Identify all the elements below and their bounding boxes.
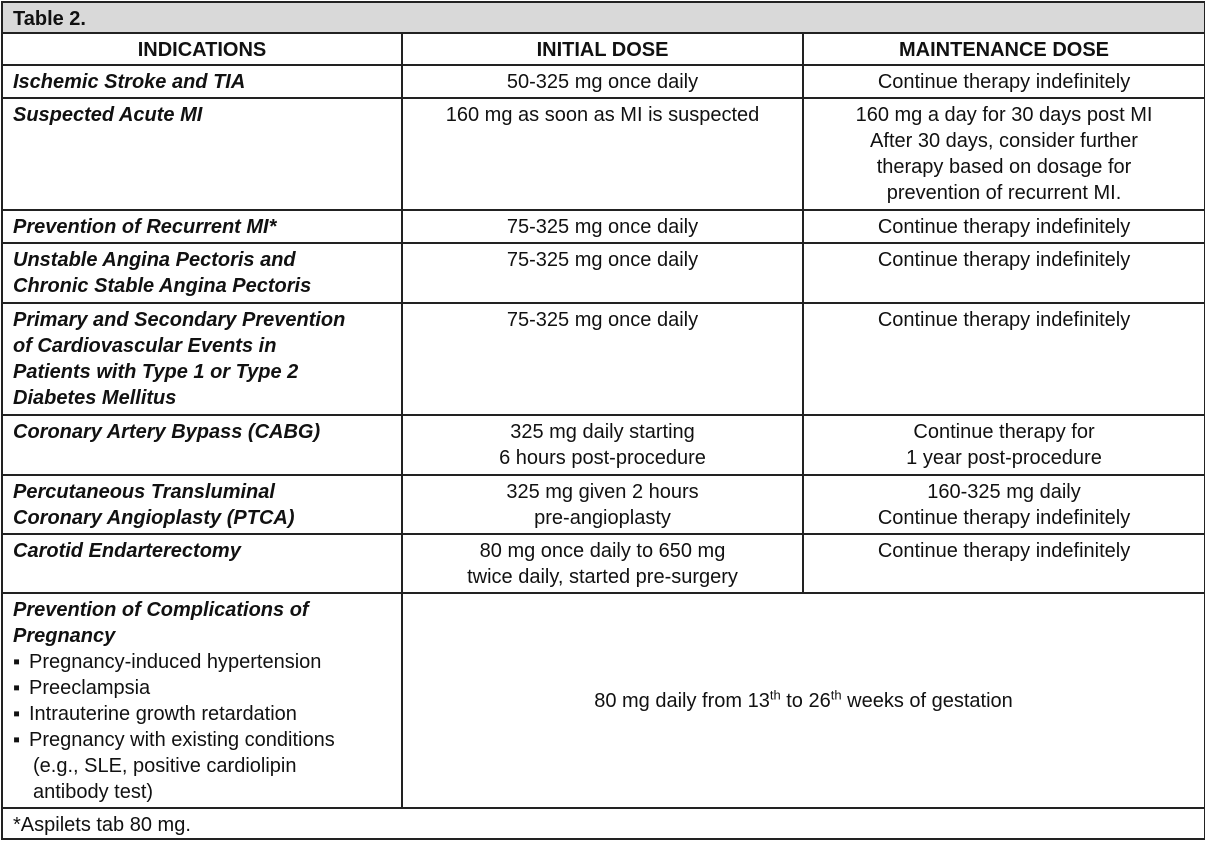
initial-dose-line: twice daily, started pre-surgery — [467, 566, 738, 588]
maintenance-dose-line: 160 mg a day for 30 days post MI — [855, 104, 1153, 126]
list-item — [13, 675, 401, 701]
indication-cell — [2, 98, 402, 210]
indication-line: Coronary Artery Bypass (CABG) — [13, 421, 321, 443]
maintenance-dose-cell — [803, 534, 1205, 593]
indication-line: Ischemic Stroke and TIA — [13, 71, 246, 93]
header-maintenance-dose: MAINTENANCE DOSE — [803, 33, 1205, 65]
bullet-text: Pregnancy-induced hypertension — [29, 651, 322, 673]
maintenance-dose-line: Continue therapy indefinitely — [877, 507, 1131, 529]
maintenance-dose-line: Continue therapy indefinitely — [877, 309, 1131, 331]
indication-line: Coronary Angioplasty (PTCA) — [13, 507, 295, 529]
maintenance-dose-cell — [803, 415, 1205, 475]
initial-dose-line: pre-angioplasty — [534, 507, 671, 529]
footnote-row — [2, 808, 1205, 839]
pregnancy-heading — [13, 597, 401, 649]
indication-cell — [2, 534, 402, 593]
indication-line: Chronic Stable Angina Pectoris — [13, 275, 312, 297]
indication-line: Prevention of Recurrent MI* — [13, 216, 277, 238]
initial-dose-line: 50-325 mg once daily — [506, 71, 699, 93]
indication-cell — [2, 475, 402, 534]
square-bullet-icon: ▪ — [13, 729, 21, 751]
maintenance-dose-line: Continue therapy indefinitely — [877, 249, 1131, 271]
bullet-continuation: antibody test) — [33, 781, 154, 803]
indication-line: Primary and Secondary Prevention — [13, 309, 346, 331]
pregnancy-heading-line: Pregnancy — [13, 625, 116, 647]
maintenance-dose-line: prevention of recurrent MI. — [886, 182, 1122, 204]
indication-line: Percutaneous Transluminal — [13, 481, 275, 503]
table-row — [2, 65, 1205, 98]
table-header-row — [2, 33, 1205, 65]
pregnancy-heading-line: Prevention of Complications of — [13, 599, 309, 621]
initial-dose-cell — [402, 534, 803, 593]
table-row — [2, 98, 1205, 210]
indication-line: Patients with Type 1 or Type 2 — [13, 361, 299, 383]
table-row — [2, 210, 1205, 243]
initial-dose-cell — [402, 475, 803, 534]
footnote: *Aspilets tab 80 mg. — [2, 808, 1205, 839]
initial-dose-line: 160 mg as soon as MI is suspected — [445, 104, 760, 126]
header-initial-dose: INITIAL DOSE — [402, 33, 803, 65]
maintenance-dose-line: 160-325 mg daily — [927, 481, 1081, 503]
initial-dose-line: 75-325 mg once daily — [506, 249, 699, 271]
initial-dose-cell — [402, 303, 803, 415]
maintenance-dose-cell — [803, 65, 1205, 98]
indication-cell — [2, 303, 402, 415]
maintenance-dose-cell — [803, 303, 1205, 415]
indication-line: Suspected Acute MI — [13, 104, 203, 126]
table-row — [2, 475, 1205, 534]
square-bullet-icon: ▪ — [13, 703, 21, 725]
bullet-continuation: (e.g., SLE, positive cardiolipin — [33, 755, 297, 777]
table-row — [2, 243, 1205, 303]
maintenance-dose-line: Continue therapy indefinitely — [877, 71, 1131, 93]
maintenance-dose-line: 1 year post-procedure — [906, 447, 1102, 469]
maintenance-dose-cell — [803, 475, 1205, 534]
pregnancy-indication-cell — [2, 593, 402, 808]
maintenance-dose-line: Continue therapy indefinitely — [877, 216, 1131, 238]
table-body — [2, 65, 1205, 593]
indication-line: Carotid Endarterectomy — [13, 540, 241, 562]
bullet-text: Preeclampsia — [29, 677, 151, 699]
indication-cell — [2, 243, 402, 303]
maintenance-dose-cell — [803, 243, 1205, 303]
table-title: Table 2. — [2, 2, 1205, 33]
maintenance-dose-line: Continue therapy indefinitely — [877, 540, 1131, 562]
initial-dose-cell — [402, 65, 803, 98]
table-title-row — [2, 2, 1205, 33]
bullet-text: Intrauterine growth retardation — [29, 703, 297, 725]
initial-dose-line: 325 mg daily starting — [510, 421, 695, 443]
indication-cell — [2, 210, 402, 243]
initial-dose-line: 75-325 mg once daily — [506, 309, 699, 331]
initial-dose-line: 6 hours post-procedure — [499, 447, 706, 469]
superscript-th-2: th — [830, 686, 842, 702]
pregnancy-bullet-list — [13, 649, 401, 805]
initial-dose-line: 325 mg given 2 hours — [506, 481, 699, 503]
pregnancy-dose-prefix: 80 mg daily from 13 — [594, 689, 770, 712]
indication-line: of Cardiovascular Events in — [13, 335, 277, 357]
initial-dose-cell — [402, 98, 803, 210]
table-row — [2, 303, 1205, 415]
list-item — [13, 649, 401, 675]
pregnancy-row — [2, 593, 1205, 808]
superscript-th-1: th — [769, 686, 781, 702]
maintenance-dose-line: After 30 days, consider further — [870, 130, 1138, 152]
indication-line: Diabetes Mellitus — [13, 387, 177, 409]
initial-dose-line: 80 mg once daily to 650 mg — [479, 540, 726, 562]
initial-dose-line: 75-325 mg once daily — [506, 216, 699, 238]
maintenance-dose-line: therapy based on dosage for — [876, 156, 1132, 178]
indication-line: Unstable Angina Pectoris and — [13, 249, 296, 271]
square-bullet-icon: ▪ — [13, 677, 21, 699]
pregnancy-dose-mid: to 26 — [780, 689, 831, 712]
list-item — [13, 727, 401, 805]
indication-cell — [2, 65, 402, 98]
table-row — [2, 534, 1205, 593]
pregnancy-dose-cell — [402, 593, 1205, 808]
header-indications: INDICATIONS — [2, 33, 402, 65]
maintenance-dose-cell — [803, 98, 1205, 210]
square-bullet-icon: ▪ — [13, 651, 21, 673]
table-row — [2, 415, 1205, 475]
pregnancy-dose-suffix: weeks of gestation — [841, 689, 1013, 712]
initial-dose-cell — [402, 243, 803, 303]
indication-cell — [2, 415, 402, 475]
bullet-text: Pregnancy with existing conditions — [29, 729, 335, 751]
dosage-table — [1, 1, 1205, 840]
maintenance-dose-line: Continue therapy for — [913, 421, 1095, 443]
list-item — [13, 701, 401, 727]
initial-dose-cell — [402, 415, 803, 475]
initial-dose-cell — [402, 210, 803, 243]
maintenance-dose-cell — [803, 210, 1205, 243]
